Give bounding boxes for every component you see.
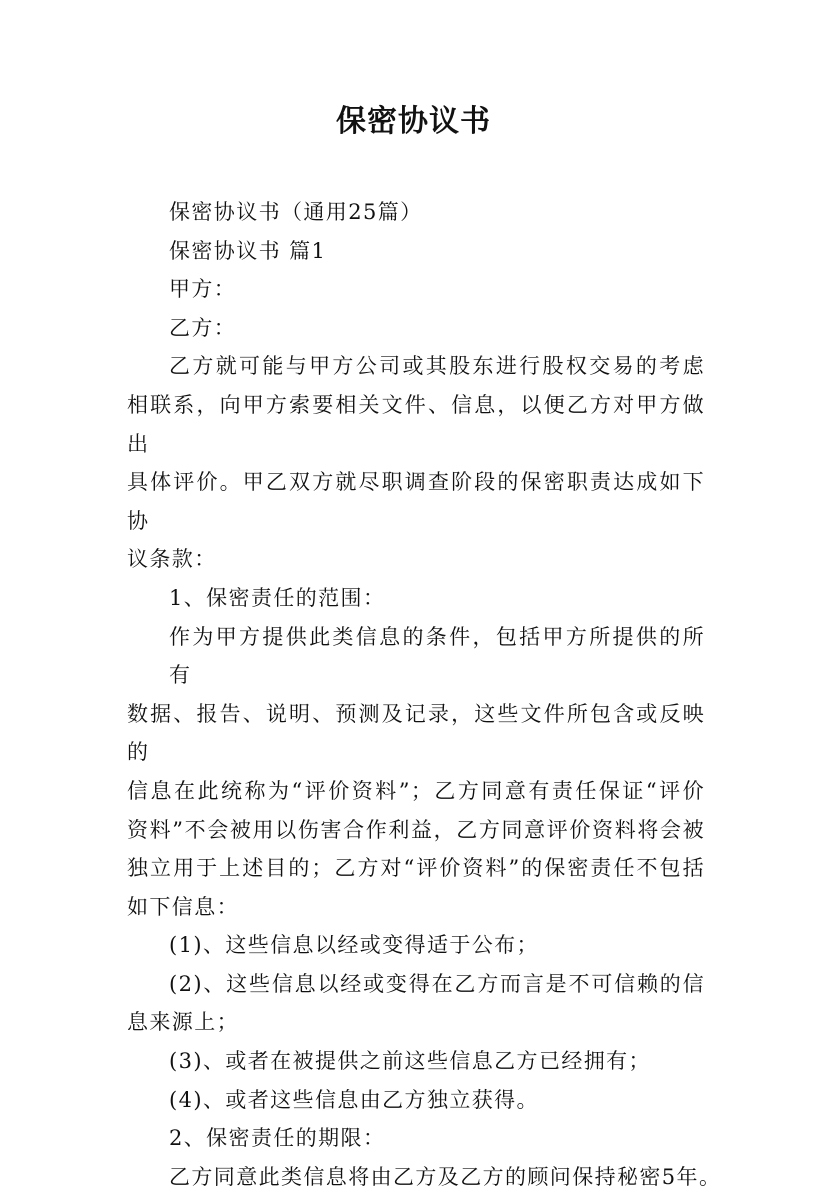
list-item: (1)、这些信息以经或变得适于公布； bbox=[169, 933, 539, 958]
paragraph-line: 独立用于上述目的；乙方对“评价资料”的保密责任不包括 bbox=[127, 856, 705, 881]
paragraph-line: 乙方同意此类信息将由乙方及乙方的顾问保持秘密5年。 bbox=[169, 1164, 722, 1189]
list-item: (2)、这些信息以经或变得在乙方而言是不可信赖的信 bbox=[169, 971, 705, 996]
paragraph-line: 资料”不会被用以伤害合作利益，乙方同意评价资料将会被 bbox=[127, 817, 705, 842]
document-title: 保密协议书 bbox=[336, 104, 491, 139]
paragraph-line: 议条款： bbox=[127, 547, 217, 572]
paragraph-line: 乙方就可能与甲方公司或其股东进行股权交易的考虑 bbox=[169, 354, 705, 379]
document-body bbox=[127, 193, 722, 1196]
subtitle-line: 保密协议书（通用25篇） bbox=[169, 200, 423, 224]
paragraph-line: 信息在此统称为“评价资料”；乙方同意有责任保证“评价 bbox=[127, 778, 705, 803]
paragraph-line: 作为甲方提供此类信息的条件，包括甲方所提供的所有 bbox=[169, 624, 705, 688]
section-heading: 保密协议书 篇1 bbox=[169, 238, 327, 263]
paragraph-line: 相联系，向甲方索要相关文件、信息，以便乙方对甲方做出 bbox=[127, 392, 705, 456]
party-b-line: 乙方： bbox=[169, 315, 237, 340]
clause-heading: 1、保密责任的范围： bbox=[169, 585, 386, 610]
paragraph-line: 具体评价。甲乙双方就尽职调查阶段的保密职责达成如下协 bbox=[127, 470, 705, 533]
list-item-continuation: 息来源上； bbox=[127, 1010, 239, 1035]
paragraph-line: 如下信息： bbox=[127, 894, 239, 919]
list-item: (4)、或者这些信息由乙方独立获得。 bbox=[169, 1087, 539, 1112]
list-item: (3)、或者在被提供之前这些信息乙方已经拥有； bbox=[169, 1049, 651, 1074]
party-a-line: 甲方： bbox=[169, 277, 237, 302]
paragraph-line: 数据、报告、说明、预测及记录，这些文件所包含或反映的 bbox=[127, 701, 705, 765]
clause-heading: 2、保密责任的期限： bbox=[169, 1126, 386, 1151]
